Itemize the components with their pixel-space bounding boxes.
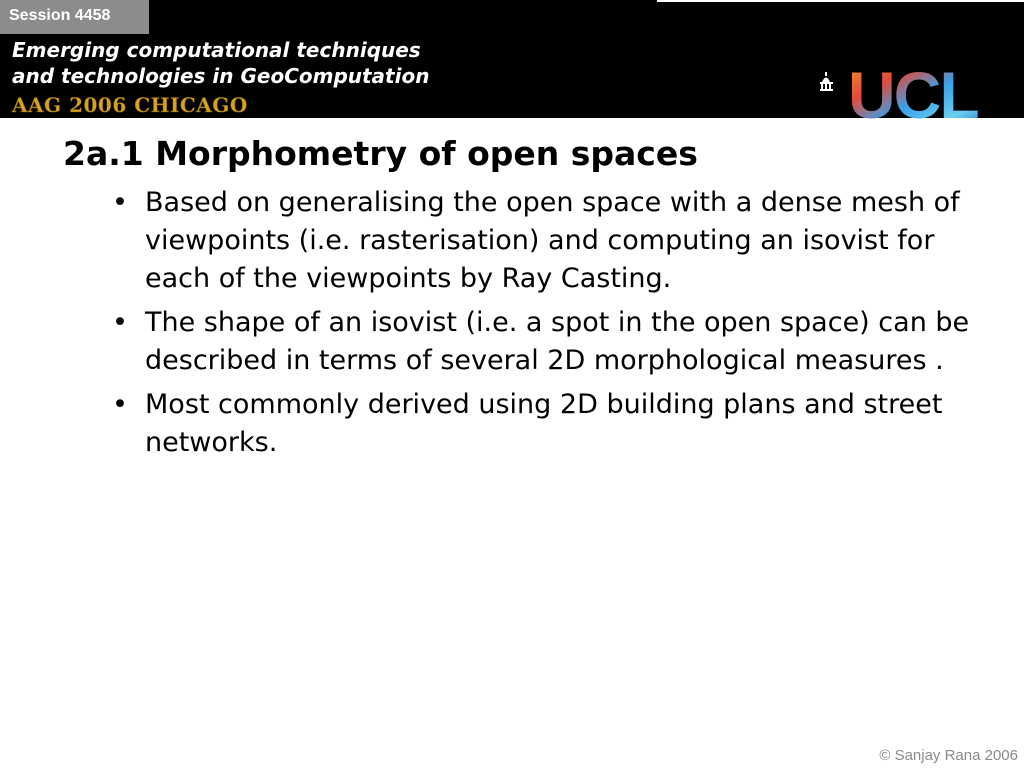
header-divider-line: [657, 0, 1024, 2]
bullet-item-1: [112, 184, 972, 298]
conference-label: AAG 2006 CHICAGO: [12, 93, 248, 117]
bullet-list: [112, 184, 972, 468]
subtitle-line-2: and technologies in GeoComputation: [12, 64, 430, 88]
bullet-item-3: [112, 386, 972, 462]
session-tab: [0, 0, 149, 34]
slide-title: 2a.1 Morphometry of open spaces: [63, 134, 698, 173]
copyright-footer: © Sanjay Rana 2006: [879, 747, 1018, 764]
subtitle-line-1: Emerging computational techniques: [12, 38, 421, 62]
bullet-text-1: Based on generalising the open space with a dense mesh of viewpoints (i.e. rasterisation) and computing an isovist for each of the viewpoints by Ray Casting.: [145, 187, 960, 294]
bullet-marker-2: •: [112, 307, 128, 338]
bullet-marker-1: •: [112, 187, 128, 218]
bullet-item-2: [112, 304, 972, 380]
ucl-logo: [820, 60, 1000, 120]
bullet-marker-3: •: [112, 389, 128, 420]
portico-dome-icon: [820, 72, 833, 91]
slide-header: [0, 0, 1024, 118]
bullet-text-3: Most commonly derived using 2D building plans and street networks.: [145, 389, 943, 458]
ucl-logo-text: UCL: [848, 60, 978, 120]
session-label: Session 4458: [9, 7, 111, 24]
bullet-text-2: The shape of an isovist (i.e. a spot in the open space) can be described in terms of several 2D morphological measures .: [145, 307, 970, 376]
